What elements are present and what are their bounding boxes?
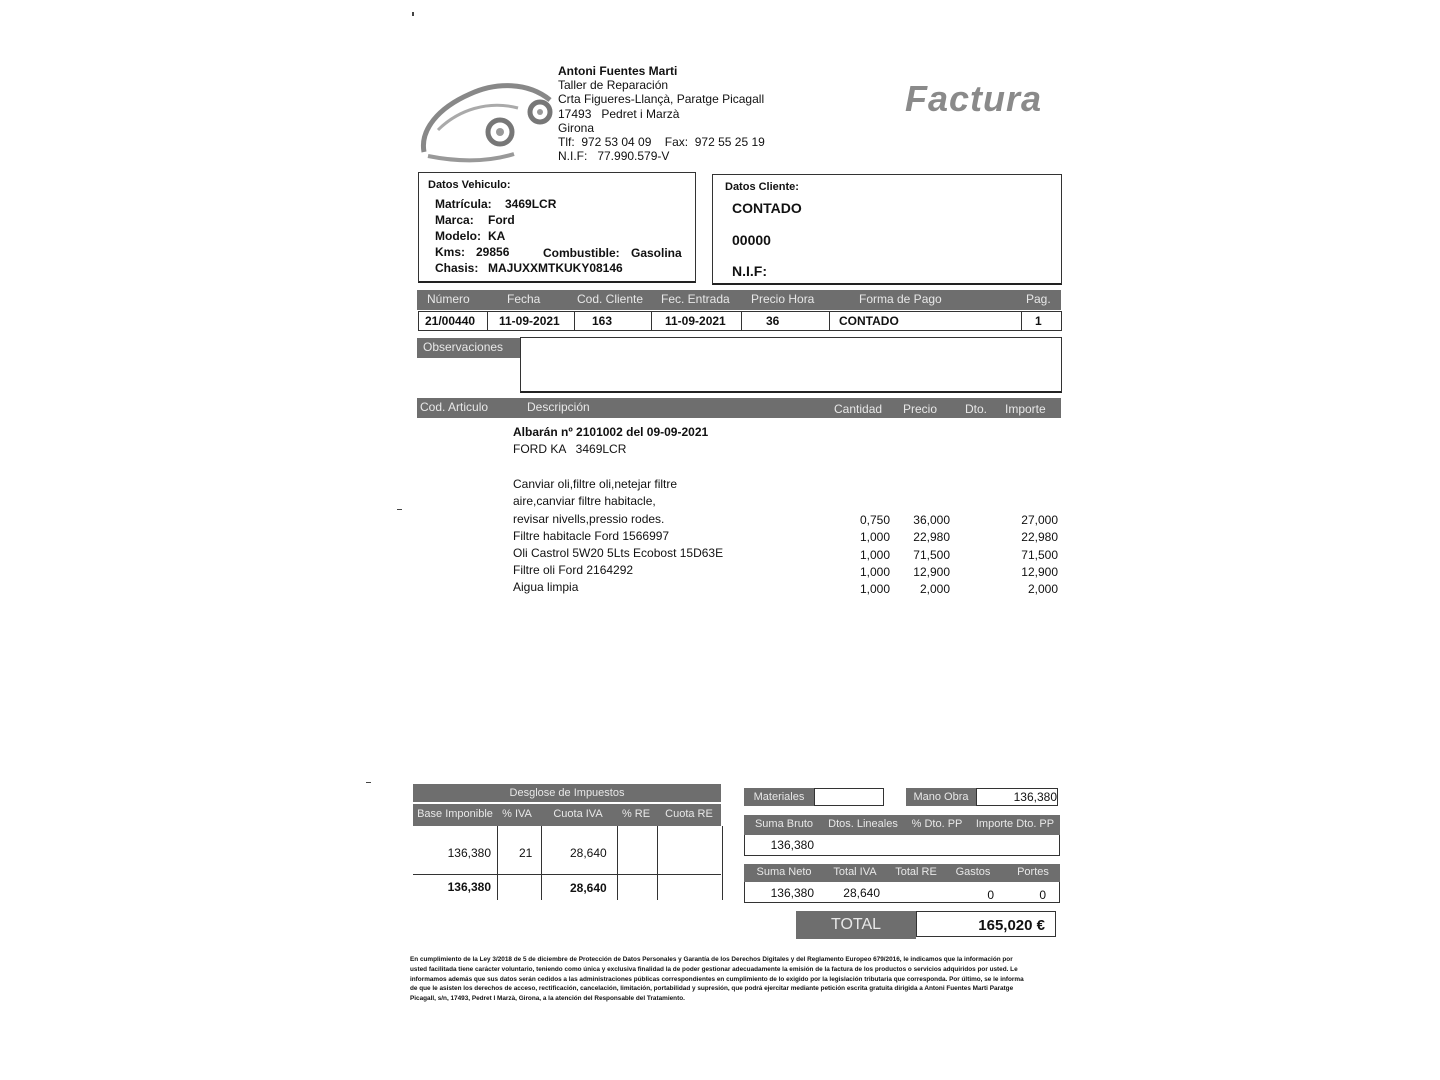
labour-label: Mano Obra [906,788,976,806]
tax-vat-amount-value: 28,640 [570,846,607,860]
item-price: 2,000 [919,582,950,597]
item-amount: 22,980 [1021,530,1058,545]
item-price: 36,000 [913,513,950,527]
tax-base-total: 136,380 [447,880,491,894]
col-amount: Importe [1005,402,1046,416]
page-value: 1 [1035,314,1042,328]
item-qty: 1,000 [859,547,890,562]
company-nif: N.I.F: 77.990.579-V [558,149,670,164]
header-payment: Forma de Pago [859,292,942,306]
invoice-date: 11-09-2021 [499,314,560,328]
item-qty: 0,750 [859,513,890,527]
expenses-value: 0 [987,888,994,902]
item-price: 12,900 [913,564,950,579]
header-date: Fecha [507,292,541,306]
fuel-label: Combustible: [543,246,620,260]
scan-speck [366,782,371,783]
price-column [890,512,950,598]
tax-breakdown [413,784,721,900]
expenses-label: Gastos [955,866,991,878]
item-desc: Aigua limpia [513,580,579,594]
tax-base-value: 136,380 [447,846,491,860]
chassis-value: MAJUXXMTKUKY08146 [488,261,623,275]
model-value: KA [488,229,506,243]
col-quantity: Cantidad [834,402,883,416]
car-logo [418,70,558,165]
total-re-label: Total RE [895,866,937,878]
tax-col-base: Base Imponible [417,808,493,820]
gross-label: Suma Bruto [754,818,814,830]
vehicle-data-box [418,172,696,283]
company-activity: Taller de Reparación [558,78,669,93]
tax-col-vat-amount: Cuota IVA [553,808,603,820]
total-vat-value: 28,640 [843,886,880,900]
net-label: Suma Neto [756,866,812,878]
tax-breakdown-title: Desglose de Impuestos [413,784,721,802]
shipping-value: 0 [1039,888,1046,902]
description-line: aire,canviar filtre habitacle, [513,493,656,508]
item-desc: Oli Castrol 5W20 5Lts Ecobost 15D63E [513,546,724,560]
client-nif-label: N.I.F: [732,263,767,279]
item-desc: Filtre habitacle Ford 1566997 [513,529,670,543]
header-entry-date: Fec. Entrada [661,292,730,306]
item-amount: 2,000 [1027,582,1058,597]
tax-col-vat-pct: % IVA [502,808,532,820]
kms-value: 29856 [476,245,510,259]
col-description: Descripción [527,400,590,414]
col-article-code: Cod. Articulo [420,400,489,414]
observations-box [520,337,1062,393]
scan-speck [397,509,402,510]
item-price: 22,980 [913,530,950,545]
line-discounts-label: Dtos. Lineales [828,818,898,830]
brand-value: Ford [488,213,515,227]
header-number: Número [427,292,470,306]
vehicle-line: FORD KA 3469LCR [513,442,627,457]
net-value: 136,380 [770,886,814,900]
brand-label: Marca: [435,213,474,227]
plate-value: 3469LCR [505,197,557,211]
model-label: Modelo: [435,229,481,243]
chassis-label: Chasis: [435,261,479,275]
client-name: CONTADO [732,200,802,216]
observations-label: Observaciones [423,340,504,354]
invoice-number: 21/00440 [425,314,476,328]
items-header-bar [417,398,1061,418]
plate-label: Matrícula: [435,197,492,211]
header-hour-price: Precio Hora [751,292,815,306]
item-qty: 1,000 [859,582,890,597]
qty-column [838,512,890,598]
entry-date-value: 11-09-2021 [665,314,726,328]
pp-discount-amount-label: Importe Dto. PP [975,818,1055,830]
tax-col-re-pct: % RE [621,808,651,820]
shipping-label: Portes [1017,866,1049,878]
total-vat-label: Total IVA [833,866,877,878]
items-description [513,424,708,510]
total-value: 165,020 € [916,911,1056,937]
company-name: Antoni Fuentes Marti [558,64,678,78]
tax-col-re-amount: Cuota RE [665,808,713,820]
company-province: Girona [558,120,595,135]
item-qty: 1,000 [859,530,890,545]
item-price: 71,500 [913,547,950,562]
summary-box [744,785,1060,945]
materials-label: Materiales [744,788,814,806]
col-price: Precio [903,402,938,416]
item-amount: 71,500 [1021,547,1058,562]
vehicle-heading: Datos Vehiculo: [428,179,511,191]
total-label: TOTAL [796,911,916,939]
client-code-value: 163 [592,314,613,328]
client-data-box [712,174,1062,285]
client-heading: Datos Cliente: [725,181,799,193]
materials-value-box [814,788,884,806]
fuel-value: Gasolina [631,246,682,260]
invoice-header-values [418,311,1062,331]
pp-discount-pct-label: % Dto. PP [911,818,963,830]
col-discount: Dto. [965,402,988,416]
labour-value: 136,380 [976,788,1058,806]
legal-notice: En cumplimiento de la Ley 3/2018 de 5 de diciembre de Protección de Datos Personales y Garantía de los Derechos Digitales y del Reglamento Europeo 679/2016, le indicamos que la información por usted facilitada tiene carácter voluntario, teniendo como única y exclusiva finalidad la de poder gestionar adecuadamente la emisión de la factura de los productos o servicios adquiridos por usted. Le informamos además que sus datos serán cedidos a las administraciones públicas correspondientes en cumplimiento de lo exigido por la legislación tributaria que corresponda. Por último, se le informa de que le asisten los derechos de acceso, rectificación, cancelación, limitación, portabilidad y supresión, que podrá ejercitar mediante petición escrita gratuita dirigida a Antoni Fuentes Marti Paratge Picagall, s/n, 17493, Pedret I Marzà, Girona, a la atención del Responsable del Tratamiento. [410,956,1024,1003]
company-postcode-city: 17493 Pedret i Marzà [558,106,680,121]
item-desc: Filtre oli Ford 2164292 [513,563,634,577]
tax-vat-pct-value: 21 [519,846,533,860]
description-line: Canviar oli,filtre oli,netejar filtre [513,476,678,491]
header-page: Pag. [1026,292,1051,306]
hour-price-value: 36 [766,314,780,328]
client-code: 00000 [732,232,771,248]
company-address: Crta Figueres-Llançà, Paratge Picagall [558,92,765,107]
kms-label: Kms: [435,245,466,259]
delivery-note-title: Albarán nº 2101002 del 09-09-2021 [513,425,709,439]
document-title: Factura [905,78,1043,119]
payment-value: CONTADO [839,314,899,328]
observations-label-bar [417,338,520,358]
item-amount: 12,900 [1021,564,1058,579]
company-phone-fax: Tlf: 972 53 04 09 Fax: 972 55 25 19 [558,135,765,150]
scan-speck [412,12,414,16]
tax-vat-total: 28,640 [570,881,607,895]
amount-column [990,512,1058,598]
header-client-code: Cod. Cliente [577,292,644,306]
gross-value: 136,380 [770,838,814,852]
item-qty: 1,000 [859,564,890,579]
company-info [558,64,765,163]
invoice-header-bar [417,290,1061,310]
item-amount: 27,000 [1021,513,1058,527]
